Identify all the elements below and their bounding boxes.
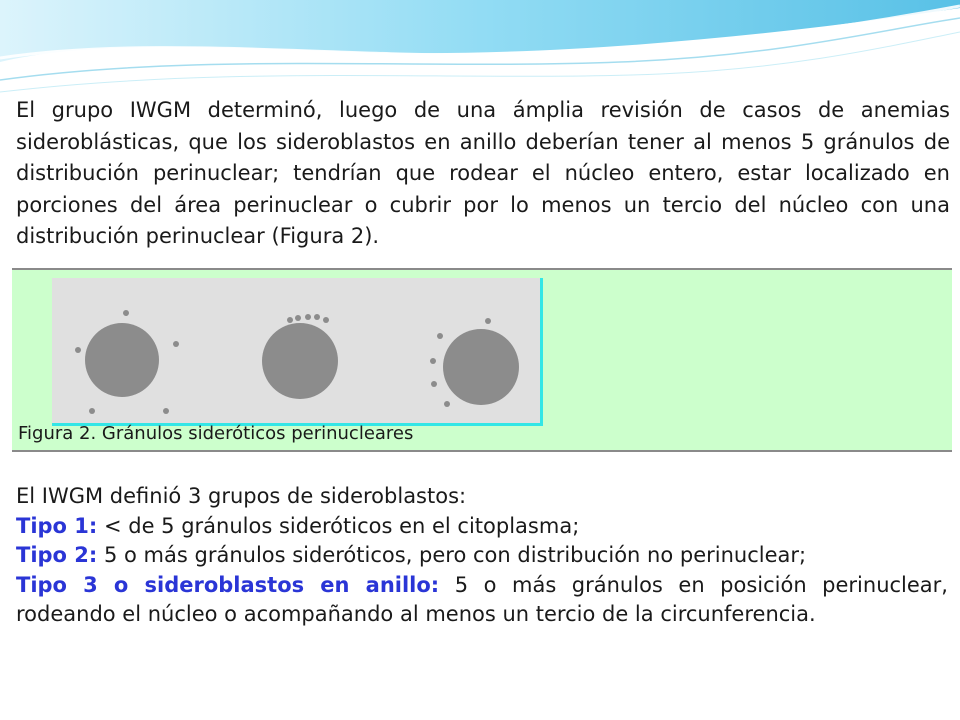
granule — [437, 333, 443, 339]
sideroblast-illustration — [52, 278, 540, 423]
granule — [123, 310, 129, 316]
granule — [305, 314, 311, 320]
granule — [430, 358, 436, 364]
granule — [89, 408, 95, 414]
groups-section — [16, 482, 948, 630]
granule — [444, 401, 450, 407]
cell-nucleus-2 — [262, 323, 338, 399]
group-item-2 — [16, 541, 948, 571]
decorative-wave-header — [0, 0, 960, 110]
granule — [431, 381, 437, 387]
granule — [287, 317, 293, 323]
figure-panel — [12, 268, 952, 452]
group-text: 5 o más gránulos sideróticos, pero con distribución no perinuclear; — [97, 543, 807, 567]
groups-intro: El IWGM definió 3 grupos de sideroblastos: — [16, 484, 467, 508]
granule — [295, 315, 301, 321]
group-label: Tipo 2: — [16, 543, 98, 567]
group-text: < de 5 gránulos sideróticos en el citoplasma; — [97, 513, 580, 538]
figure-caption: Figura 2. Gránulos sideróticos perinucleares — [18, 423, 414, 444]
figure-2-image — [52, 278, 543, 426]
granule — [75, 347, 81, 353]
granule — [163, 408, 169, 414]
group-item-3 — [16, 571, 948, 630]
granule — [314, 314, 320, 320]
granule — [485, 318, 491, 324]
granule — [323, 317, 329, 323]
cell-nucleus-1 — [85, 323, 159, 397]
cell-nucleus-3 — [443, 329, 519, 405]
granule — [173, 341, 179, 347]
group-label: Tipo 3 o sideroblastos en anillo: — [16, 572, 440, 597]
group-label: Tipo 1: — [16, 513, 98, 538]
intro-paragraph: El grupo IWGM determinó, luego de una ámplia revisión de casos de anemias sideroblásticas, que los sideroblastos en anillo deberían tener al menos 5 gránulos de distribución perinuclear; tendrían que rodear el núcleo entero, estar localizado en porciones del área perinuclear o cubrir por lo menos un tercio del núcleo con una distribución perinuclear (Figura 2). — [16, 98, 950, 248]
group-item-1 — [16, 512, 948, 542]
group-text: 5 o más gránulos en posición perinuclear, rodeando el núcleo o acompañando al menos un tercio de la circunferencia. — [16, 572, 948, 626]
